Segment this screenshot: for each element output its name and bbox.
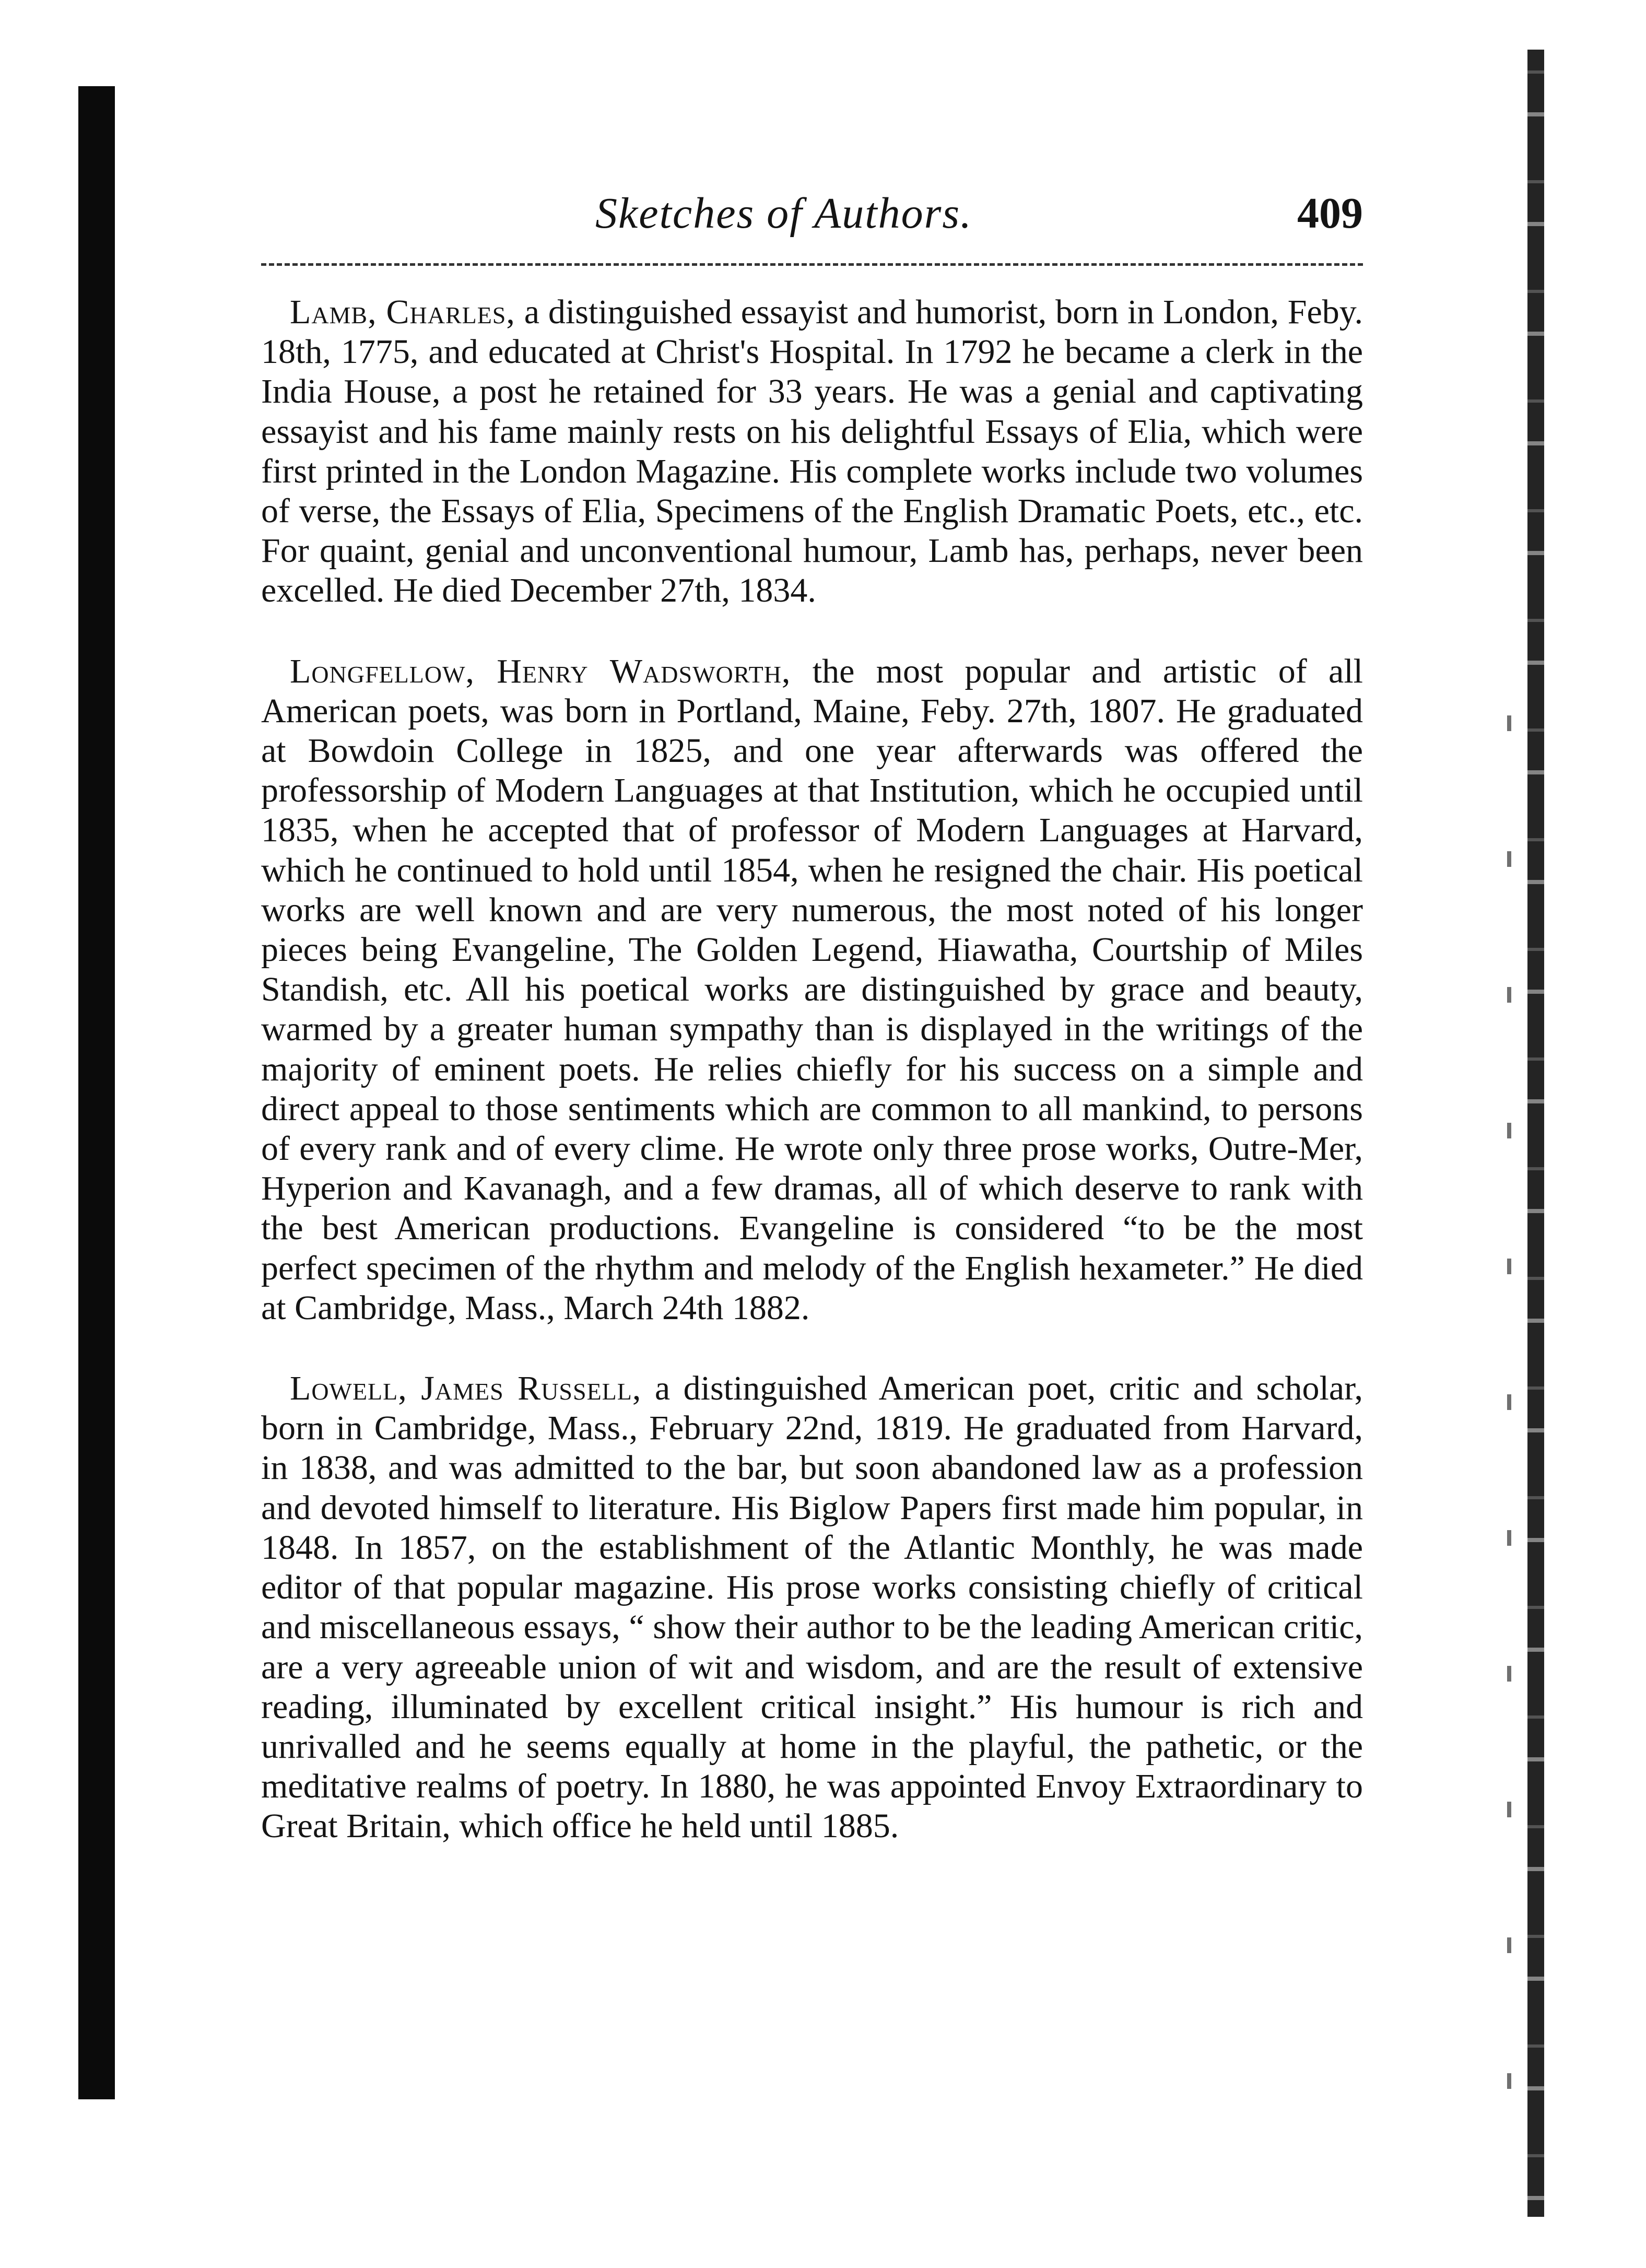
scan-page-edge-marks [1507,653,1511,2115]
article-lamb [261,292,1363,611]
scan-binding-shadow [78,86,115,2099]
scan-page-edge [1527,50,1544,2217]
running-head [261,172,1363,245]
running-title: Sketches of Authors. [595,189,973,238]
article-name: Longfellow, Henry Wadsworth, [290,652,791,690]
article-name: Lowell, James Russell, [290,1369,642,1408]
article-text: a distinguished American poet, critic and scholar, born in Cambridge, Mass., February 22nd, 1819. He graduated from Harvard, in 1838, and was admitted to the bar, but soon abandoned law as a profession and devoted himself to literature. His Biglow Papers first made him popular, in 1848. In 1857, on the establishment of the Atlantic Monthly, he was made editor of that popular magazine. His prose works consisting chiefly of critical and miscellaneous essays, “ show their author to be the leading American critic, are a very agreeable union of wit and wisdom, and are the result of extensive reading, illuminated by excellent critical insight.” His humour is rich and unrivalled and he seems equally at home in the playful, the pathetic, or the meditative realms of poetry. In 1880, he was appointed Envoy Extraordinary to Great Britain, which office he held until 1885. [261,1369,1363,1846]
article-text: a distinguished essayist and humorist, born in London, Feby. 18th, 1775, and educated at Christ's Hospital. In 1792 he became a clerk in the India House, a post he retained for 33 years. He was a genial and captivating essayist and his fame mainly rests on his delightful Essays of Elia, which were first printed in the London Magazine. His complete works include two volumes of verse, the Essays of Elia, Specimens of the English Dramatic Poets, etc., etc. For quaint, genial and unconventional humour, Lamb has, perhaps, never been excelled. He died December 27th, 1834. [261,293,1363,610]
article-text: the most popular and artistic of all American poets, was born in Portland, Maine, Feby. 27th, 1807. He graduated at Bowdoin College in 1825, and one year afterwards was offered the professorship of Modern Languages at that Institution, which he occupied until 1835, when he accepted that of professor of Modern Languages at Harvard, which he continued to hold until 1854, when he resigned the chair. His poetical works are well known and are very numerous, the most noted of his longer pieces being Evangeline, The Golden Legend, Hiawatha, Courtship of Miles Standish, etc. All his poetical works are distinguished by grace and beauty, warmed by a greater human sympathy than is displayed in the writings of the majority of eminent poets. He relies chiefly for his success on a simple and direct appeal to those sentiments which are common to all mankind, to persons of every rank and of every clime. He wrote only three prose works, Outre-Mer, Hyperion and Kavanagh, and a few dramas, all of which deserve to rank with the best American productions. Evangeline is considered “to be the most perfect specimen of the rhythm and melody of the English hexameter.” He died at Cambridge, Mass., March 24th 1882. [261,652,1363,1327]
header-rule [261,263,1363,266]
article-longfellow [261,652,1363,1328]
article-lowell [261,1369,1363,1846]
article-name: Lamb, Charles, [290,293,515,331]
book-page [261,172,1363,1881]
page-number: 409 [1297,189,1363,238]
